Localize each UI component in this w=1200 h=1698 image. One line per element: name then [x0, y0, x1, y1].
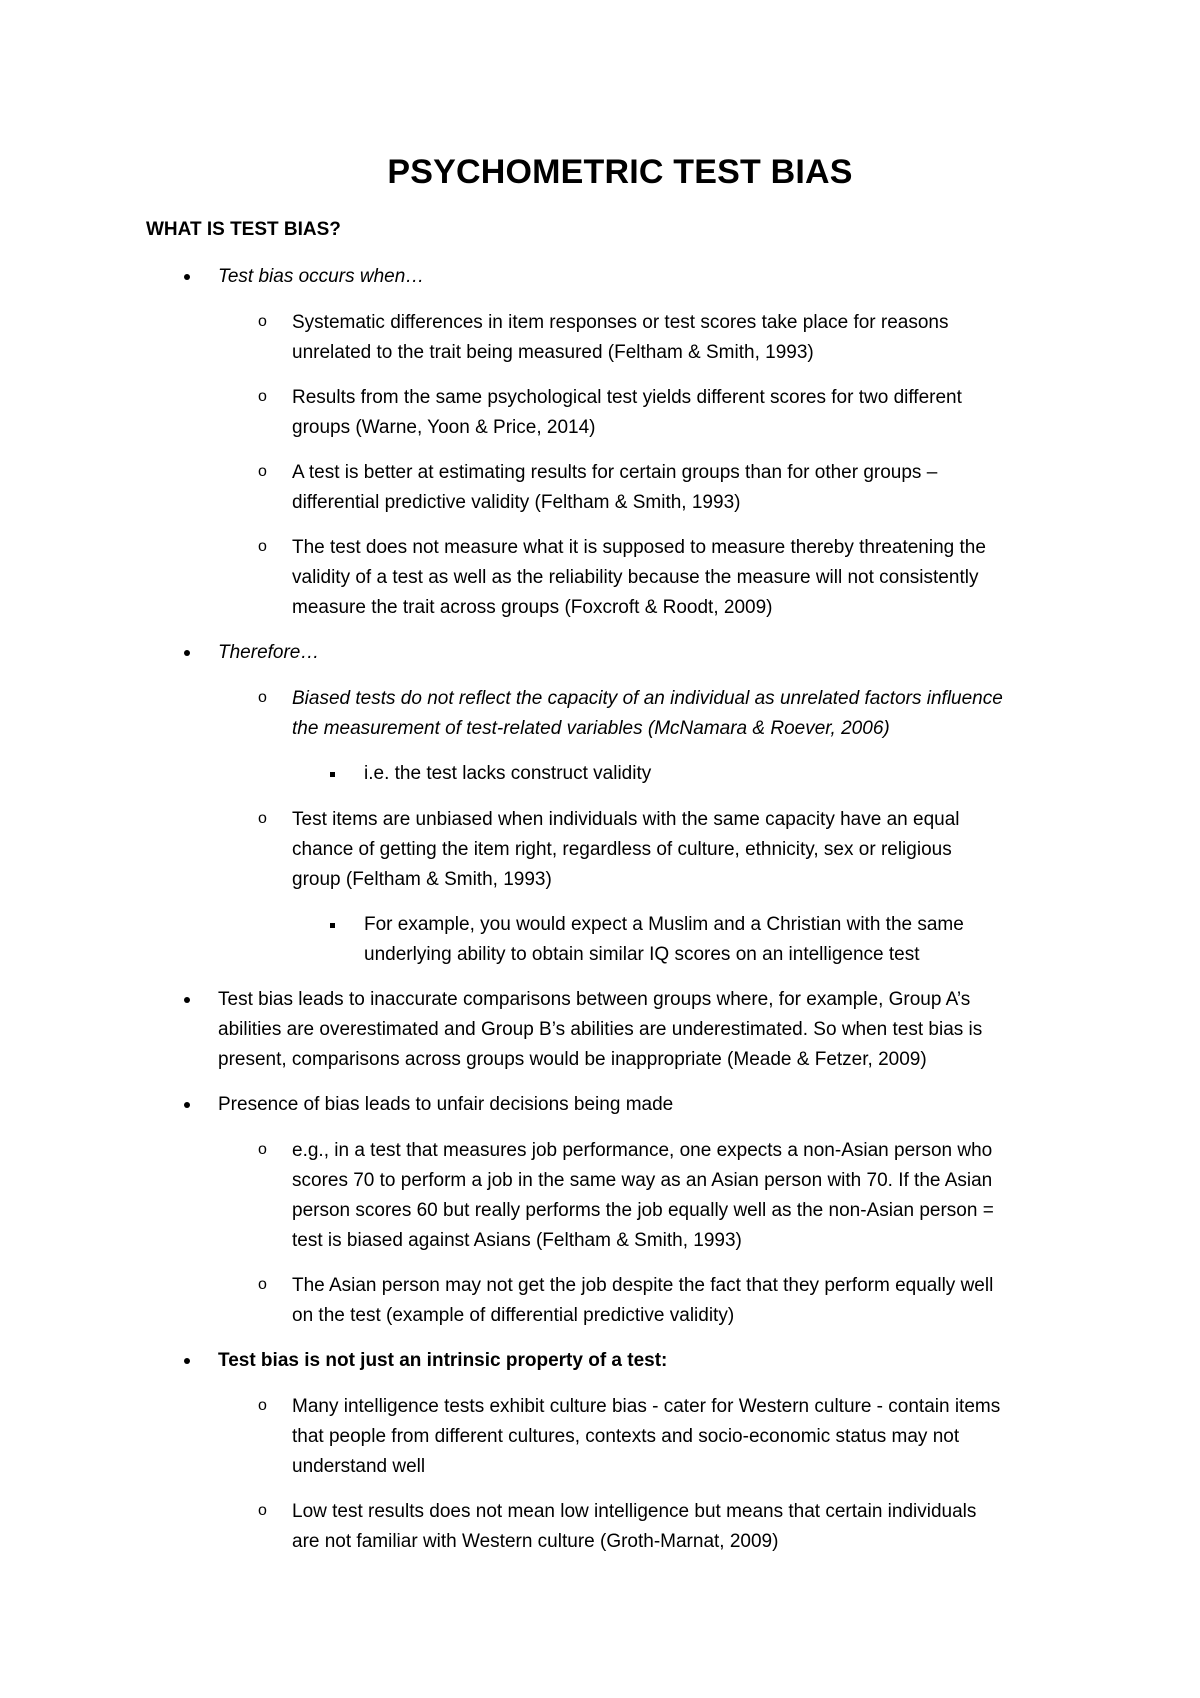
list-item-line: For example, you would expect a Muslim and a Christian with the same — [364, 914, 964, 935]
document-title: PSYCHOMETRIC TEST BIAS — [387, 153, 853, 191]
list-item-line: person scores 60 but really performs the job equally well as the non-Asian person = — [292, 1200, 994, 1221]
list-item-line: Biased tests do not reflect the capacity of an individual as unrelated factors influence — [292, 688, 1003, 709]
bullet-disc-icon — [184, 1102, 190, 1108]
list-item-line: abilities are overestimated and Group B’s abilities are underestimated. So when test bias is — [218, 1019, 983, 1040]
list-item-line: differential predictive validity (Feltham & Smith, 1993) — [292, 492, 741, 513]
list-item-line: Test items are unbiased when individuals with the same capacity have an equal — [292, 809, 960, 830]
bullet-disc-icon — [184, 650, 190, 656]
list-item-line: Presence of bias leads to unfair decisions being made — [218, 1094, 674, 1115]
list-item-line: Test bias is not just an intrinsic property of a test: — [218, 1350, 668, 1371]
list-item-line: chance of getting the item right, regardless of culture, ethnicity, sex or religious — [292, 839, 952, 860]
list-item-line: A test is better at estimating results for certain groups than for other groups – — [292, 462, 938, 483]
list-item-line: The test does not measure what it is supposed to measure thereby threatening the — [292, 537, 986, 558]
list-item-line: i.e. the test lacks construct validity — [364, 763, 652, 784]
bullet-square-icon — [330, 923, 335, 928]
list-item-line: the measurement of test-related variables (McNamara & Roever, 2006) — [292, 718, 890, 739]
bullet-circle-icon: o — [258, 463, 267, 480]
list-item-line: group (Feltham & Smith, 1993) — [292, 869, 552, 890]
list-item-line: scores 70 to perform a job in the same way as an Asian person with 70. If the Asian — [292, 1170, 993, 1191]
section-heading: WHAT IS TEST BIAS? — [146, 219, 341, 240]
list-item-line: unrelated to the trait being measured (Feltham & Smith, 1993) — [292, 342, 814, 363]
list-item-line: that people from different cultures, contexts and socio-economic status may not — [292, 1426, 960, 1447]
list-item-line: Many intelligence tests exhibit culture bias - cater for Western culture - contain items — [292, 1396, 1001, 1417]
list-item-line: measure the trait across groups (Foxcroft & Roodt, 2009) — [292, 597, 773, 618]
bullet-disc-icon — [184, 1358, 190, 1364]
bullet-disc-icon — [184, 274, 190, 280]
list-item-line: understand well — [292, 1456, 426, 1477]
list-item-line: Results from the same psychological test yields different scores for two different — [292, 387, 962, 408]
list-item-line: Systematic differences in item responses or test scores take place for reasons — [292, 312, 949, 333]
list-item-line: test is biased against Asians (Feltham & Smith, 1993) — [292, 1230, 742, 1251]
list-item-line: e.g., in a test that measures job performance, one expects a non-Asian person who — [292, 1140, 993, 1161]
bullet-circle-icon: o — [258, 689, 267, 706]
bullet-circle-icon: o — [258, 810, 267, 827]
list-item-line: The Asian person may not get the job despite the fact that they perform equally well — [292, 1275, 994, 1296]
list-item-line: Test bias leads to inaccurate comparisons between groups where, for example, Group A’s — [218, 989, 971, 1010]
bullet-disc-icon — [184, 997, 190, 1003]
bullet-circle-icon: o — [258, 1276, 267, 1293]
bullet-circle-icon: o — [258, 1502, 267, 1519]
bullet-square-icon — [330, 772, 335, 777]
list-item-line: groups (Warne, Yoon & Price, 2014) — [292, 417, 596, 438]
list-item-line: validity of a test as well as the reliability because the measure will not consistently — [292, 567, 979, 588]
bullet-circle-icon: o — [258, 1141, 267, 1158]
list-item-line: on the test (example of differential predictive validity) — [292, 1305, 735, 1326]
bullet-circle-icon: o — [258, 388, 267, 405]
list-item-line: Therefore… — [218, 642, 320, 663]
bullet-circle-icon: o — [258, 1397, 267, 1414]
list-item-line: underlying ability to obtain similar IQ scores on an intelligence test — [364, 944, 920, 965]
list-item-line: present, comparisons across groups would be inappropriate (Meade & Fetzer, 2009) — [218, 1049, 927, 1070]
list-item-line: Test bias occurs when… — [218, 266, 425, 287]
list-item-line: Low test results does not mean low intelligence but means that certain individuals — [292, 1501, 977, 1522]
bullet-circle-icon: o — [258, 313, 267, 330]
bullet-circle-icon: o — [258, 538, 267, 555]
list-item-line: are not familiar with Western culture (Groth-Marnat, 2009) — [292, 1531, 779, 1552]
